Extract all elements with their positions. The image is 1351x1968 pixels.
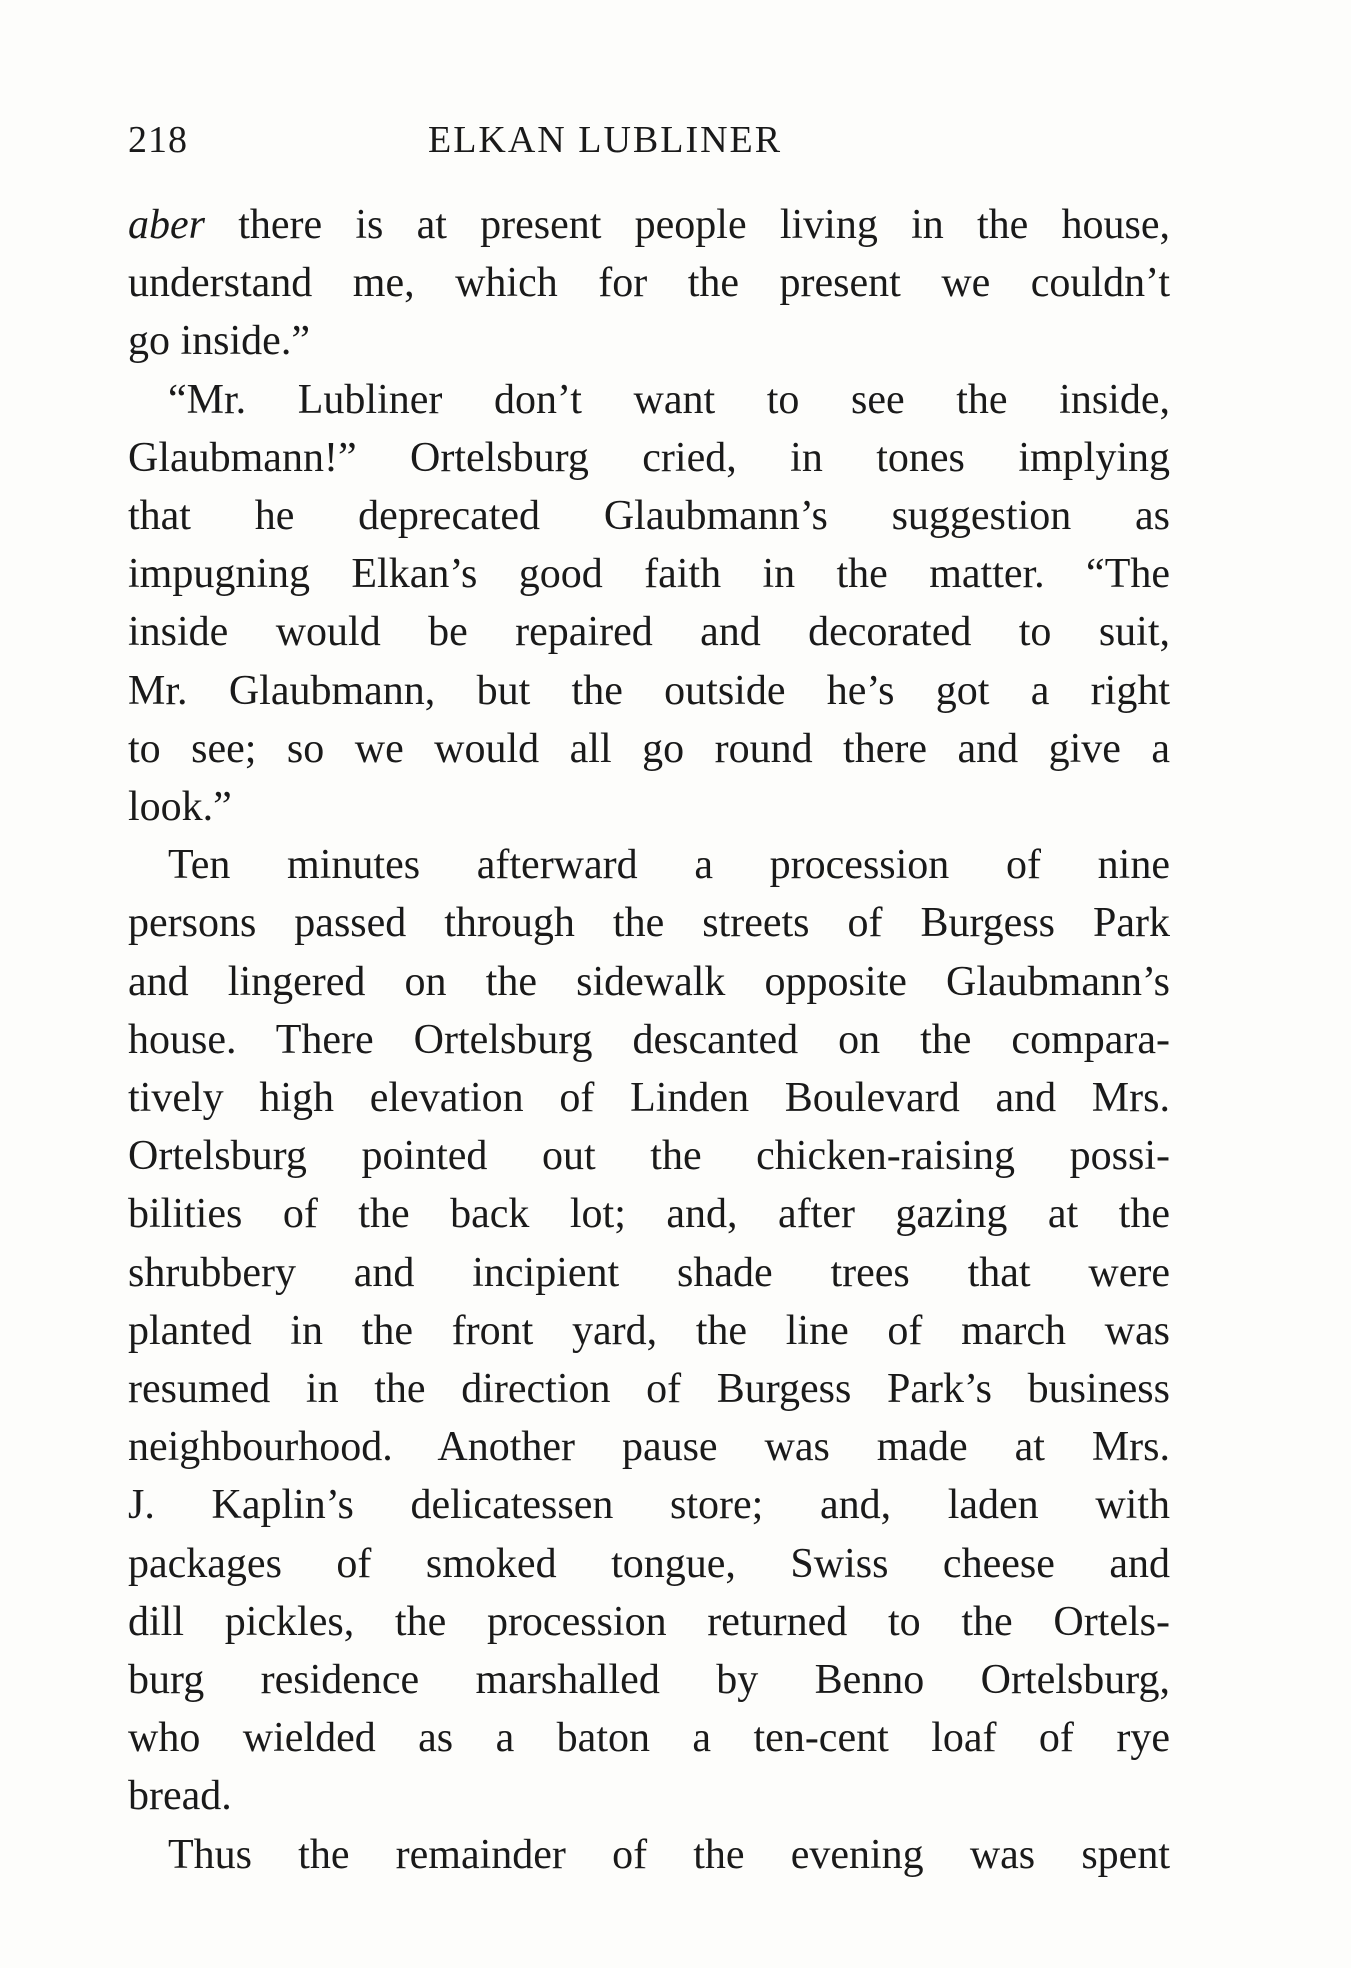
text-line xyxy=(128,1535,1170,1593)
text-line xyxy=(128,1244,1170,1302)
text-line xyxy=(128,371,1170,429)
line-text: tively high elevation of Linden Boulevard and Mrs. xyxy=(128,1075,1170,1122)
line-text: and lingered on the sidewalk opposite Glaubmann’s xyxy=(128,958,1170,1005)
text-line xyxy=(128,836,1170,894)
text-line xyxy=(128,1476,1170,1534)
text-line xyxy=(128,312,1170,370)
text-line xyxy=(128,196,1170,254)
text-line xyxy=(128,953,1170,1011)
line-text: look.” xyxy=(128,784,232,831)
line-text: J. Kaplin’s delicatessen store; and, laden with xyxy=(128,1482,1170,1529)
text-line xyxy=(128,1127,1170,1185)
line-text: understand me, which for the present we couldn’t xyxy=(128,260,1170,307)
text-line xyxy=(128,1593,1170,1651)
text-line xyxy=(128,1709,1170,1767)
line-text: shrubbery and incipient shade trees that were xyxy=(128,1249,1170,1296)
line-text: Thus the remainder of the evening was spent xyxy=(168,1831,1170,1878)
line-text: planted in the front yard, the line of march was xyxy=(128,1307,1170,1354)
text-line xyxy=(128,778,1170,836)
line-text: there is at present people living in the house, xyxy=(205,202,1170,248)
line-text: “Mr. Lubliner don’t want to see the inside, xyxy=(168,376,1170,423)
page-number: 218 xyxy=(128,119,188,161)
text-line xyxy=(128,487,1170,545)
line-text: Ten minutes afterward a procession of nine xyxy=(168,842,1170,889)
text-line xyxy=(128,603,1170,661)
text-line xyxy=(128,1302,1170,1360)
line-text: inside would be repaired and decorated to suit, xyxy=(128,609,1170,656)
line-text: go inside.” xyxy=(128,318,310,365)
line-text: Glaubmann!” Ortelsburg cried, in tones implying xyxy=(128,434,1170,481)
line-text: packages of smoked tongue, Swiss cheese and xyxy=(128,1540,1170,1587)
text-line xyxy=(128,1360,1170,1418)
body-text xyxy=(128,196,1170,1884)
text-line xyxy=(128,1767,1170,1825)
text-line xyxy=(128,720,1170,778)
line-text: to see; so we would all go round there and give a xyxy=(128,725,1170,772)
line-text: impugning Elkan’s good faith in the matter. “The xyxy=(128,551,1170,598)
line-text: that he deprecated Glaubmann’s suggestion as xyxy=(128,493,1170,540)
line-text: Mr. Glaubmann, but the outside he’s got a right xyxy=(128,667,1170,714)
text-line xyxy=(128,662,1170,720)
line-text: bread. xyxy=(128,1773,232,1820)
line-text: bilities of the back lot; and, after gazing at the xyxy=(128,1191,1170,1238)
text-line xyxy=(128,1651,1170,1709)
line-text: resumed in the direction of Burgess Park’s business xyxy=(128,1366,1170,1413)
text-line xyxy=(128,1011,1170,1069)
line-text: persons passed through the streets of Burgess Park xyxy=(128,900,1170,947)
text-line xyxy=(128,1826,1170,1884)
page-header xyxy=(128,118,1168,178)
text-line xyxy=(128,1418,1170,1476)
line-text: Ortelsburg pointed out the chicken-raising possi- xyxy=(128,1133,1170,1180)
text-line xyxy=(128,1069,1170,1127)
line-text: who wielded as a baton a ten-cent loaf of rye xyxy=(128,1715,1170,1762)
running-head: ELKAN LUBLINER xyxy=(428,119,783,161)
text-line xyxy=(128,545,1170,603)
line-text: burg residence marshalled by Benno Ortelsburg, xyxy=(128,1657,1170,1704)
line-text: house. There Ortelsburg descanted on the compara- xyxy=(128,1016,1170,1063)
text-line xyxy=(128,254,1170,312)
line-text: dill pickles, the procession returned to the Ortels- xyxy=(128,1598,1170,1645)
line-text: neighbourhood. Another pause was made at Mrs. xyxy=(128,1424,1170,1471)
text-line xyxy=(128,894,1170,952)
italic-word: aber xyxy=(128,202,205,248)
text-line xyxy=(128,1185,1170,1243)
text-line xyxy=(128,429,1170,487)
